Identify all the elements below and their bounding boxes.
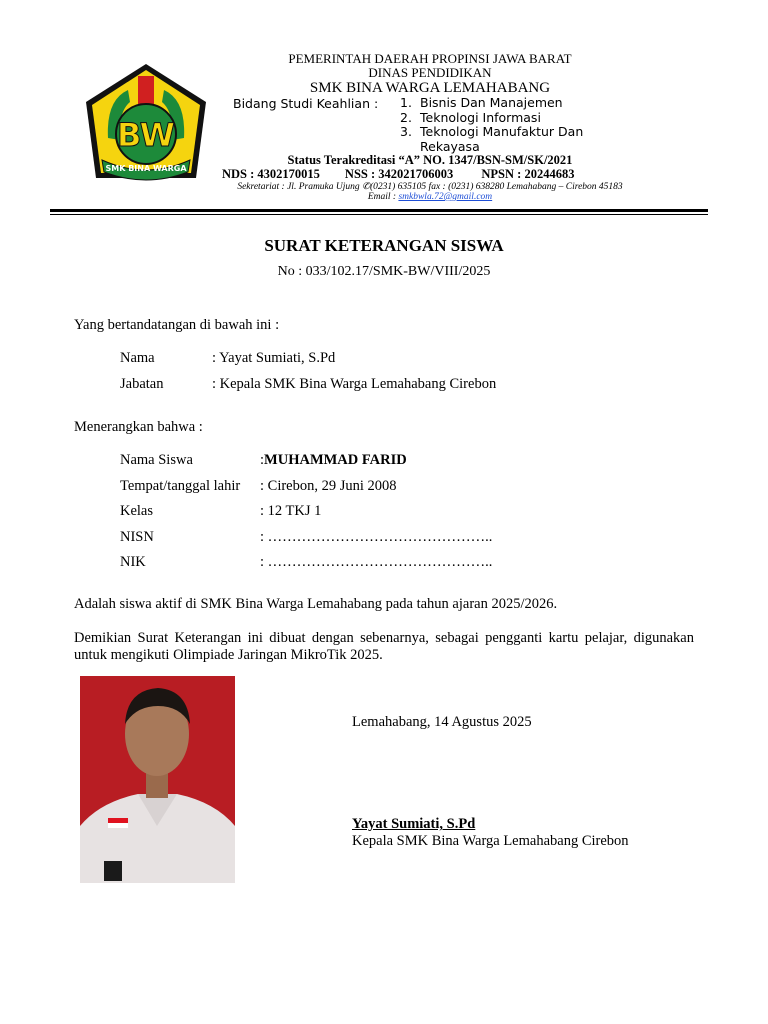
student-row: NIK : ……………………………………….. xyxy=(120,554,493,570)
npsn: NPSN : 20244683 xyxy=(481,167,575,181)
letter-title: SURAT KETERANGAN SISWA xyxy=(264,236,504,255)
school-address: Sekretariat : Jl. Pramuka Ujung ✆(0231) 635105 fax : (0231) 638280 Lemahabang – Cirebon 45183 xyxy=(237,182,623,192)
bidang-label: Bidang Studi Keahlian : xyxy=(233,96,379,111)
header-line-2: DINAS PENDIDIKAN xyxy=(368,65,492,80)
nds: NDS : 4302170015 xyxy=(222,167,320,181)
accreditation-status: Status Terakreditasi “A” NO. 1347/BSN-SM/SK/2021 xyxy=(287,153,573,167)
student-name: MUHAMMAD FARID xyxy=(264,452,407,468)
school-ids xyxy=(222,167,574,182)
email-link[interactable]: smkbwla.72@gmail.com xyxy=(398,192,493,202)
student-row: Nama Siswa : MUHAMMAD FARID xyxy=(120,452,492,478)
school-name: SMK BINA WARGA LEMAHABANG xyxy=(309,80,551,96)
signer-row: Jabatan : Kepala SMK Bina Warga Lemahabang Cirebon xyxy=(120,376,497,392)
place-date: Lemahabang, 14 Agustus 2025 xyxy=(352,714,532,730)
header-line-1: PEMERINTAH DAERAH PROPINSI JAWA BARAT xyxy=(288,51,572,66)
logo-letters: BW xyxy=(117,116,175,154)
bidang-item: Rekayasa xyxy=(420,138,480,154)
student-block xyxy=(120,452,492,580)
school-email-line: Email : smkbwla.72@gmail.com xyxy=(367,192,493,202)
bidang-item: 2. Teknologi Informasi xyxy=(400,109,541,125)
student-row: Kelas : 12 TKJ 1 xyxy=(120,503,322,519)
student-photo xyxy=(80,676,235,883)
school-logo xyxy=(78,60,214,188)
header-divider-thick xyxy=(50,209,708,212)
nss: NSS : 342021706003 xyxy=(344,167,454,181)
logo-text: SMK BINA WARGA xyxy=(105,164,187,173)
paragraph-closing: Demikian Surat Keterangan ini dibuat dengan sebenarnya, sebagai pengganti kartu pelajar, digunakan untuk mengikuti Olimpiade Jaringan MikroTik 2025. xyxy=(74,630,694,663)
paragraph-active-student: Adalah siswa aktif di SMK Bina Warga Lemahabang pada tahun ajaran 2025/2026. xyxy=(74,596,558,612)
bidang-item: 3. Teknologi Manufaktur Dan xyxy=(400,124,584,139)
menerangkan-text: Menerangkan bahwa : xyxy=(74,419,203,435)
intro-text: Yang bertandatangan di bawah ini : xyxy=(74,317,280,333)
person-silhouette-icon xyxy=(80,676,235,883)
letter-number: No : 033/102.17/SMK-BW/VIII/2025 xyxy=(277,264,491,279)
header-divider-thin xyxy=(50,214,708,215)
signer-name: Yayat Sumiati, S.Pd xyxy=(352,816,476,832)
student-row: Tempat/tanggal lahir : Cirebon, 29 Juni 2008 xyxy=(120,477,397,494)
signer-title: Kepala SMK Bina Warga Lemahabang Cirebon xyxy=(352,833,629,849)
bidang-item: 1. Bisnis Dan Manajemen xyxy=(400,95,563,110)
signer-block xyxy=(120,350,496,402)
bidang-list xyxy=(400,96,583,154)
student-row: NISN : ……………………………………….. xyxy=(120,528,493,545)
signer-row: Nama : Yayat Sumiati, S.Pd xyxy=(120,350,336,366)
